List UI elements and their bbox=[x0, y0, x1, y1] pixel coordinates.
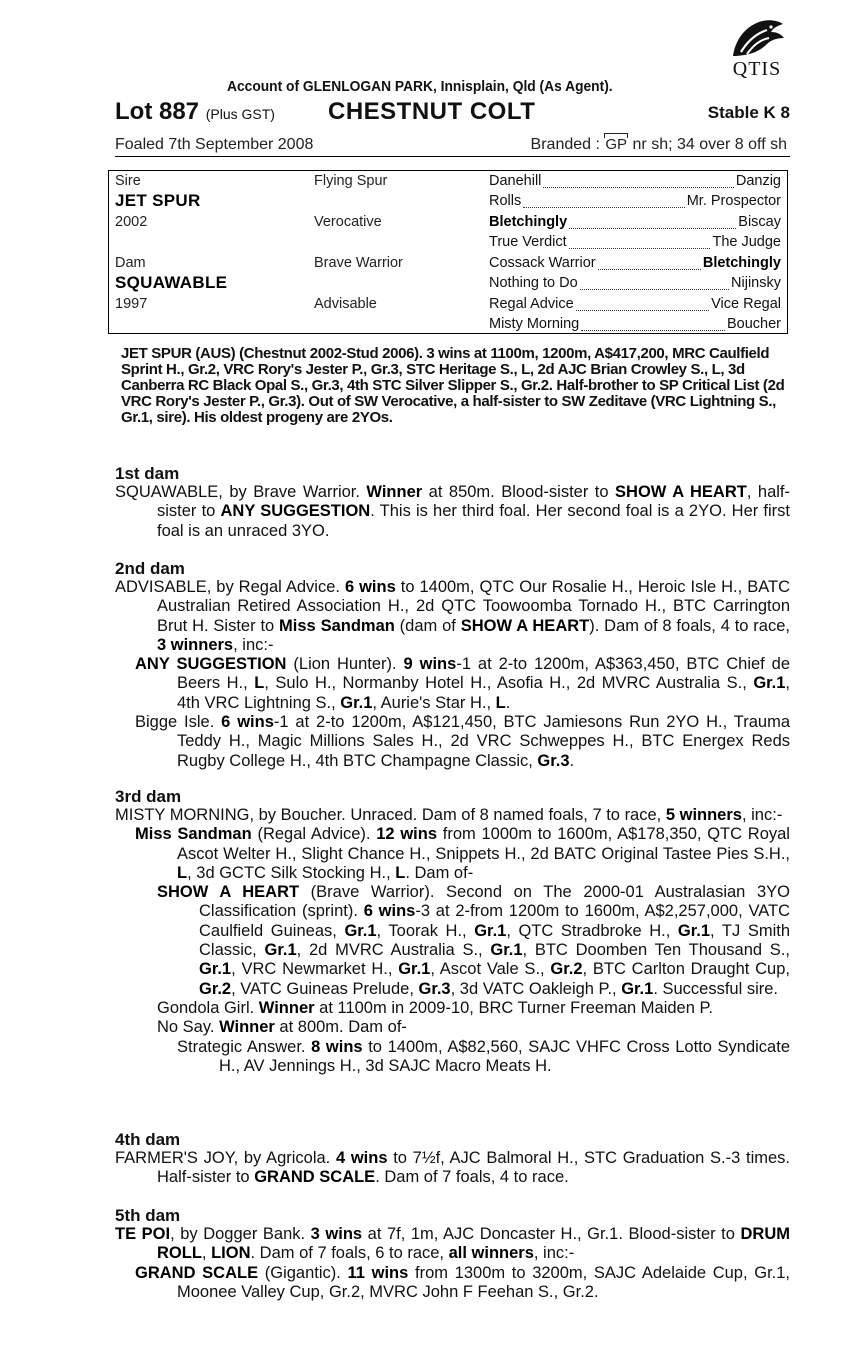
dam-year: 1997 bbox=[115, 296, 148, 312]
consignor-line: Account of GLENLOGAN PARK, Innisplain, Qld (As Agent). bbox=[227, 78, 613, 95]
header-rule bbox=[115, 156, 790, 157]
brand-mark: GP bbox=[605, 136, 628, 153]
pedigree-table bbox=[108, 170, 788, 334]
fourth-dam-section bbox=[115, 1130, 790, 1188]
dam-label: Dam bbox=[115, 255, 146, 271]
ancestor-name: Cossack Warrior bbox=[489, 255, 596, 271]
produce-record: ANY SUGGESTION (Lion Hunter). 9 wins-1 at 2-to 1200m, A$363,450, BTC Chief de Beers H., L, Sulo H., Normanby Hotel H., Asofia H., 2d MVRC Australia S., Gr.1, 4th VRC Lightning S., Gr.1, Aurie's Star H., L. bbox=[135, 655, 791, 712]
dam-paragraph: MISTY MORNING, by Boucher. Unraced. Dam of 8 named foals, 7 to race, 5 winners, inc:- bbox=[115, 806, 783, 824]
sire-label: Sire bbox=[115, 173, 141, 189]
ancestor-row bbox=[489, 255, 781, 275]
produce-record: Strategic Answer. 8 wins to 1400m, A$82,560, SAJC VHFC Cross Lotto Syndicate H., AV Jennings H., 3d SAJC Macro Meats H. bbox=[177, 1037, 790, 1075]
sire-sire: Flying Spur bbox=[314, 173, 388, 189]
dam-sire: Brave Warrior bbox=[314, 255, 403, 271]
section-heading: 3rd dam bbox=[115, 787, 182, 806]
ancestor-row bbox=[489, 214, 781, 234]
ancestor-sire: Mr. Prospector bbox=[686, 193, 781, 209]
second-dam-section bbox=[115, 559, 790, 771]
lot-label: Lot 887 bbox=[115, 98, 200, 125]
foaled-line bbox=[115, 136, 790, 154]
produce-record: Miss Sandman (Regal Advice). 12 wins from 1000m to 1600m, A$178,350, QTC Royal Ascot Welter H., Slight Chance H., Snippets H., 2d BATC Original Tastee Pies S.H., L, 3d GCTC Silk Stocking H., L. Dam of- bbox=[135, 825, 790, 882]
ancestor-row bbox=[489, 275, 781, 295]
dam-paragraph: ADVISABLE, by Regal Advice. 6 wins to 1400m, QTC Our Rosalie H., Heroic Isle H., BATC Australian Retired Association H., 2d QTC Toowoomba Tornado H., BTC Carrington Brut H. Sister to Miss Sandman (dam of SHOW A HEART). Dam of 8 foals, 4 to race, 3 winners, inc:- bbox=[115, 578, 790, 654]
ancestor-name: Bletchingly bbox=[489, 214, 568, 230]
sire-summary: JET SPUR (AUS) (Chestnut 2002-Stud 2006). 3 wins at 1100m, 1200m, A$417,200, MRC Caulfield Sprint H., Gr.2, VRC Rory's Jester P., Gr.3, STC Heritage S., L, 2d AJC Brian Crowley S., L, 3d Canberra RC Black Opal S., Gr.3, 4th STC Silver Slipper S., Gr.2. Half-brother to SP Critical List (2d VRC Rory's Jester P., Gr.3). Out of SW Verocative, a half-sister to SW Zeditave (VRC Lightning S., Gr.1, sire). His oldest progeny are 2YOs. bbox=[121, 345, 785, 426]
sire-name: JET SPUR bbox=[115, 191, 201, 210]
foaled-date: Foaled 7th September 2008 bbox=[115, 136, 314, 153]
ancestor-name: Nothing to Do bbox=[489, 275, 578, 291]
third-dam-section bbox=[115, 787, 790, 1076]
ancestor-sire: Bletchingly bbox=[702, 255, 781, 271]
section-heading: 4th dam bbox=[115, 1130, 181, 1149]
ancestor-sire: Nijinsky bbox=[731, 275, 781, 291]
dam-dam: Advisable bbox=[314, 296, 377, 312]
lot-number bbox=[115, 98, 275, 126]
dam-name: SQUAWABLE bbox=[115, 273, 228, 292]
horse-head-icon bbox=[727, 18, 787, 60]
lot-line bbox=[115, 98, 790, 128]
brand-info bbox=[531, 136, 787, 154]
ancestor-row bbox=[489, 316, 781, 336]
branded-text: nr sh; 34 over 8 off sh bbox=[632, 136, 787, 153]
ancestor-row bbox=[489, 173, 781, 193]
produce-record: GRAND SCALE (Gigantic). 11 wins from 1300m to 3200m, SAJC Adelaide Cup, Gr.1, Moonee Valley Cup, Gr.2, MVRC John F Feehan S., Gr.2. bbox=[135, 1263, 790, 1301]
logo-text: QTIS bbox=[732, 58, 782, 80]
section-heading: 2nd dam bbox=[115, 559, 185, 578]
dam-paragraph: TE POI, by Dogger Bank. 3 wins at 7f, 1m, AJC Doncaster H., Gr.1. Blood-sister to DRUM ROLL, LION. Dam of 7 foals, 6 to race, all winners, inc:- bbox=[115, 1225, 791, 1263]
produce-record: SHOW A HEART (Brave Warrior). Second on The 2000-01 Australasian 3YO Classification (sprint). 6 wins-3 at 2-from 1200m to 1600m, A$2,257,000, VATC Caulfield Guineas, Gr.1, Toorak H., Gr.1, QTC Stradbroke H., Gr.1, TJ Smith Classic, Gr.1, 2d MVRC Australia S., Gr.1, BTC Doomben Ten Thousand S., Gr.1, VRC Newmarket H., Gr.1, Ascot Vale S., Gr.2, BTC Carlton Draught Cup, Gr.2, VATC Guineas Prelude, Gr.3, 3d VATC Oakleigh P., Gr.1. Successful sire. bbox=[157, 883, 790, 998]
produce-record: Bigge Isle. 6 wins-1 at 2-to 1200m, A$121,450, BTC Jamiesons Run 2YO H., Trauma Teddy H., Magic Millions Sales H., 2d VRC Schweppes H., BTC Energex Reds Rugby College H., 4th BTC Champagne Classic, Gr.3. bbox=[135, 713, 790, 770]
sex-colour: CHESTNUT COLT bbox=[328, 98, 536, 125]
produce-record: Gondola Girl. Winner at 1100m in 2009-10, BRC Turner Freeman Maiden P. bbox=[157, 998, 713, 1017]
ancestor-sire: Biscay bbox=[738, 214, 781, 230]
ancestor-sire: Boucher bbox=[726, 316, 781, 332]
sire-year: 2002 bbox=[115, 214, 148, 230]
branded-label: Branded : bbox=[530, 136, 600, 153]
fifth-dam-section bbox=[115, 1206, 790, 1302]
sire-dam: Verocative bbox=[314, 214, 382, 230]
ancestor-sire: Danzig bbox=[735, 173, 781, 189]
ancestor-row bbox=[489, 296, 781, 316]
stable-number: Stable K 8 bbox=[707, 103, 790, 122]
dam-paragraph: FARMER'S JOY, by Agricola. 4 wins to 7½f, AJC Balmoral H., STC Graduation S.-3 times. Half-sister to GRAND SCALE. Dam of 7 foals, 4 to race. bbox=[115, 1149, 790, 1187]
first-dam-section bbox=[115, 464, 790, 541]
ancestor-name: Danehill bbox=[489, 173, 542, 189]
ancestor-name: Rolls bbox=[489, 193, 522, 209]
ancestor-sire: The Judge bbox=[712, 234, 781, 250]
produce-record: No Say. Winner at 800m. Dam of- bbox=[157, 1018, 407, 1037]
dam-paragraph: SQUAWABLE, by Brave Warrior. Winner at 850m. Blood-sister to SHOW A HEART, half-sister to ANY SUGGESTION. This is her third foal. Her second foal is a 2YO. Her first foal is an unraced 3YO. bbox=[115, 483, 791, 540]
section-heading: 5th dam bbox=[115, 1206, 181, 1225]
ancestor-name: True Verdict bbox=[489, 234, 567, 250]
section-heading: 1st dam bbox=[115, 464, 180, 483]
qtis-logo bbox=[722, 18, 792, 81]
ancestor-row bbox=[489, 234, 781, 254]
ancestor-sire: Vice Regal bbox=[711, 296, 781, 312]
ancestor-name: Misty Morning bbox=[489, 316, 580, 332]
gst-note: (Plus GST) bbox=[205, 106, 275, 122]
ancestor-row bbox=[489, 193, 781, 213]
ancestor-name: Regal Advice bbox=[489, 296, 574, 312]
